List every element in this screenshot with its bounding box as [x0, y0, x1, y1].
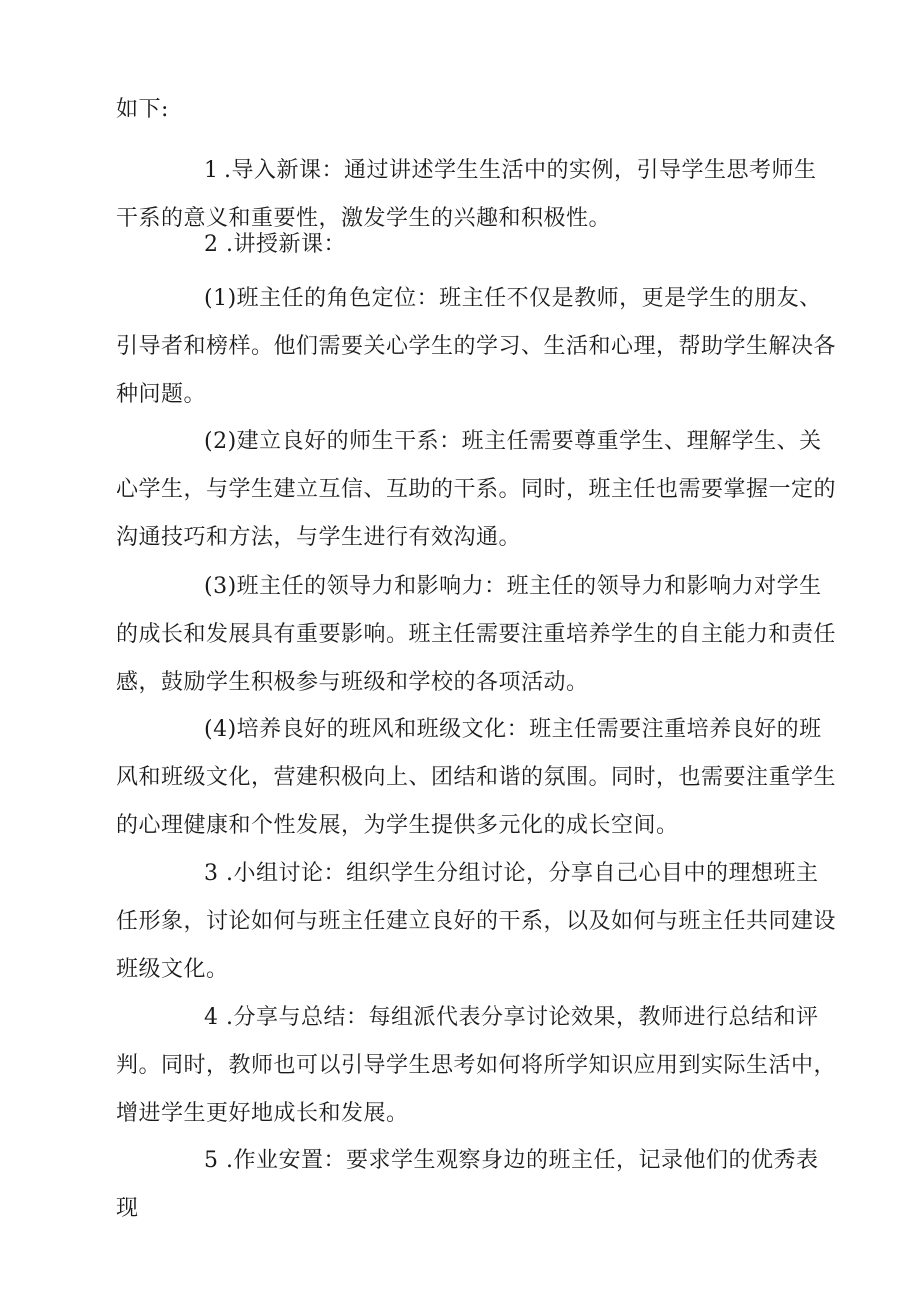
item-2-2 — [116, 418, 836, 562]
intro-text: 如下: — [116, 97, 169, 122]
item-number: (1) — [204, 286, 237, 311]
item-2-1 — [116, 275, 836, 419]
item-text: .作业安置：要求学生观察身边的班主任，记录他们的优秀表现 — [116, 1148, 819, 1221]
item-2-4 — [116, 706, 836, 850]
item-number: 4 — [204, 1005, 219, 1030]
item-number: 1 — [204, 158, 219, 183]
item-text: .小组讨论：组织学生分组讨论，分享自己心目中的理想班主任形象，讨论如何与班主任建立良好的干系，以及如何与班主任共同建设班级文化。 — [116, 861, 837, 982]
item-text: 班主任的角色定位：班主任不仅是教师，更是学生的朋友、引导者和榜样。他们需要关心学生的学习、生活和心理，帮助学生解决各种问题。 — [116, 286, 837, 407]
item-3 — [116, 850, 836, 994]
item-number: 5 — [204, 1148, 219, 1173]
item-number: (2) — [204, 429, 237, 454]
item-number: (3) — [204, 574, 237, 599]
item-text: .导入新课：通过讲述学生生活中的实例，引导学生思考师生干系的意义和重要性，激发学生的兴趣和积极性。 — [116, 158, 817, 231]
intro-line — [116, 86, 836, 134]
item-text: 建立良好的师生干系：班主任需要尊重学生、理解学生、关心学生，与学生建立互信、互助的干系。同时，班主任也需要掌握一定的沟通技巧和方法，与学生进行有效沟通。 — [116, 429, 837, 550]
item-2 — [116, 221, 836, 269]
item-number: 3 — [204, 861, 219, 886]
item-number: (4) — [204, 717, 237, 742]
item-4 — [116, 994, 836, 1138]
item-text: 培养良好的班风和班级文化：班主任需要注重培养良好的班风和班级文化，营建积极向上、团结和谐的氛围。同时，也需要注重学生的心理健康和个性发展，为学生提供多元化的成长空间。 — [116, 717, 837, 838]
item-text: .分享与总结：每组派代表分享讨论效果，教师进行总结和评判。同时，教师也可以引导学生思考如何将所学知识应用到实际生活中，增进学生更好地成长和发展。 — [116, 1005, 837, 1126]
item-text: 班主任的领导力和影响力：班主任的领导力和影响力对学生的成长和发展具有重要影响。班主任需要注重培养学生的自主能力和责任感，鼓励学生积极参与班级和学校的各项活动。 — [116, 574, 837, 695]
item-text: .讲授新课： — [226, 232, 346, 257]
item-number: 2 — [204, 232, 219, 257]
item-2-3 — [116, 563, 836, 707]
item-5 — [116, 1137, 836, 1233]
